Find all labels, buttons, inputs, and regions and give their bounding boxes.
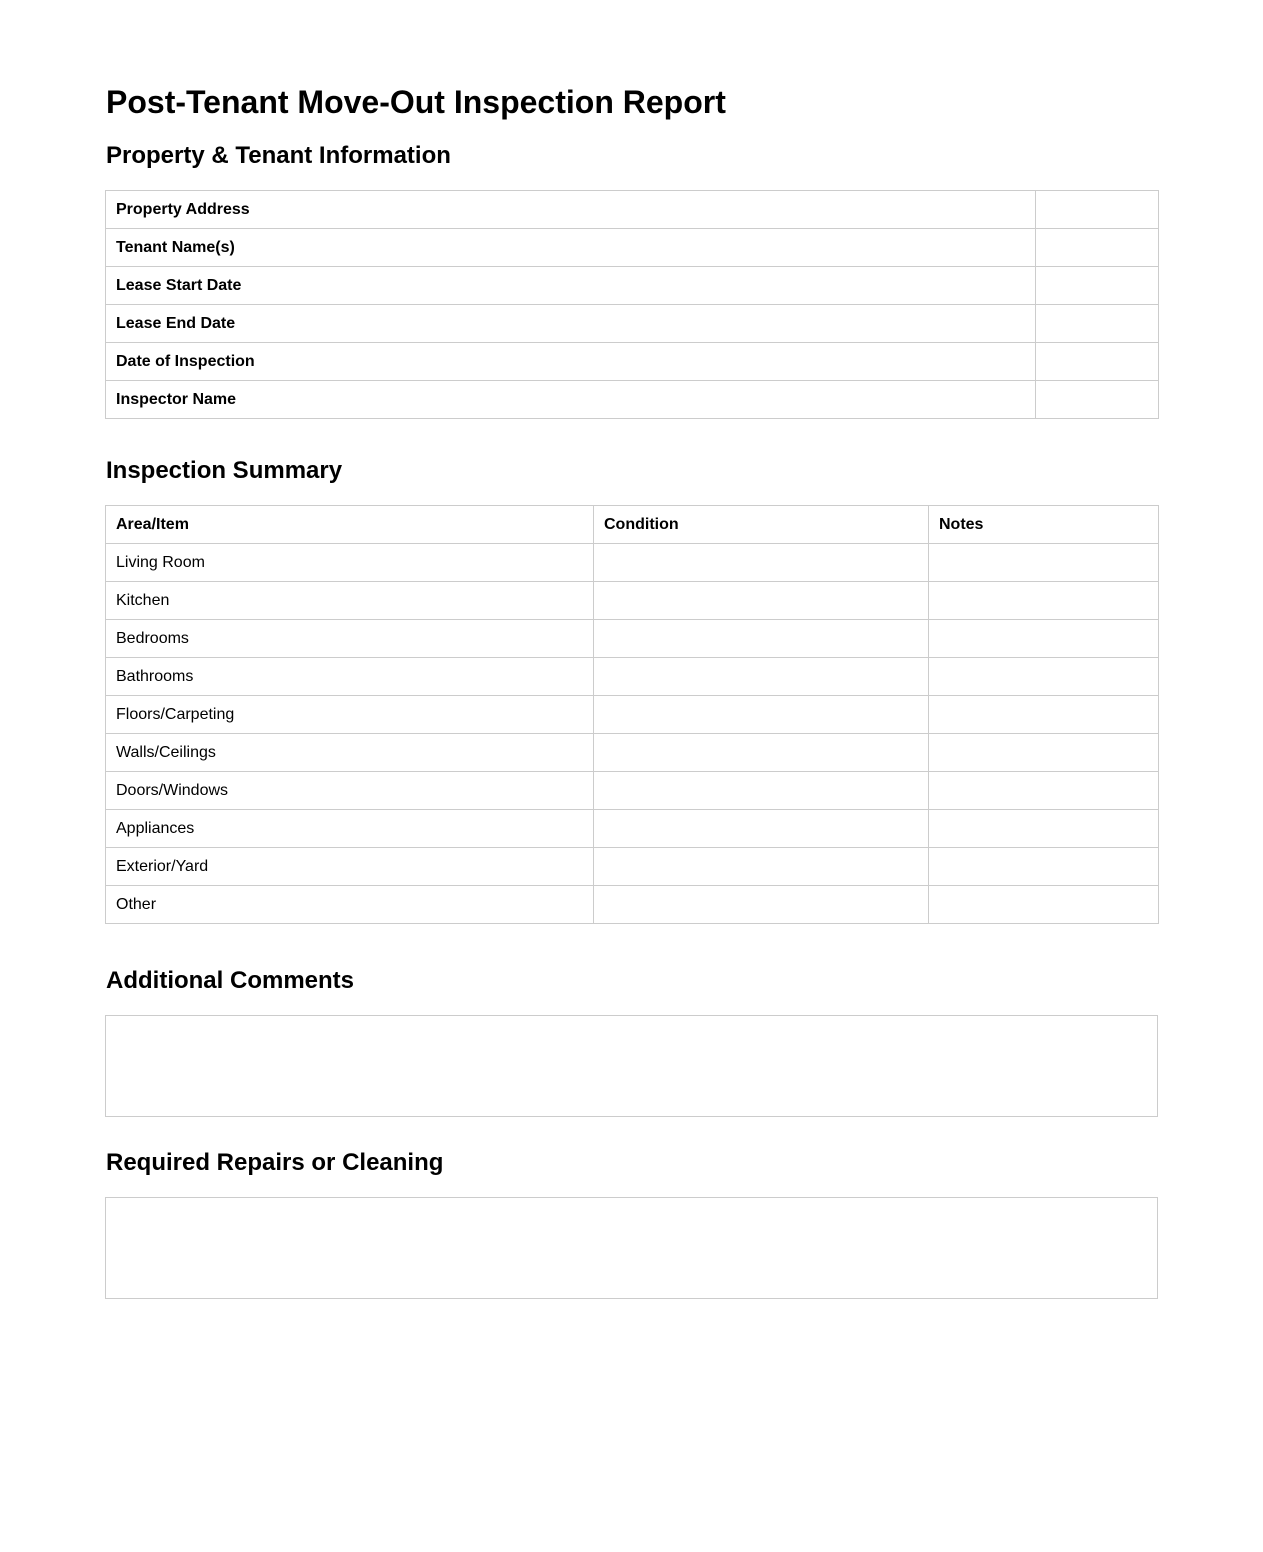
table-row xyxy=(106,696,1159,734)
column-header-condition: Condition xyxy=(594,506,929,544)
field-label: Lease Start Date xyxy=(106,267,1036,305)
property-address-value[interactable] xyxy=(1036,191,1159,229)
column-header-notes: Notes xyxy=(929,506,1159,544)
notes-cell[interactable] xyxy=(929,886,1159,924)
area-cell: Floors/Carpeting xyxy=(106,696,594,734)
area-cell: Living Room xyxy=(106,544,594,582)
additional-comments-box[interactable] xyxy=(105,1015,1158,1117)
condition-cell[interactable] xyxy=(594,582,929,620)
notes-cell[interactable] xyxy=(929,620,1159,658)
lease-start-date-value[interactable] xyxy=(1036,267,1159,305)
notes-cell[interactable] xyxy=(929,696,1159,734)
condition-cell[interactable] xyxy=(594,696,929,734)
notes-cell[interactable] xyxy=(929,734,1159,772)
condition-cell[interactable] xyxy=(594,886,929,924)
column-header-area: Area/Item xyxy=(106,506,594,544)
notes-cell[interactable] xyxy=(929,848,1159,886)
condition-cell[interactable] xyxy=(594,772,929,810)
table-row xyxy=(106,305,1159,343)
area-cell: Appliances xyxy=(106,810,594,848)
field-label: Property Address xyxy=(106,191,1036,229)
area-cell: Bedrooms xyxy=(106,620,594,658)
area-cell: Exterior/Yard xyxy=(106,848,594,886)
condition-cell[interactable] xyxy=(594,544,929,582)
table-row xyxy=(106,267,1159,305)
condition-cell[interactable] xyxy=(594,734,929,772)
table-row xyxy=(106,886,1159,924)
table-row xyxy=(106,848,1159,886)
field-label: Date of Inspection xyxy=(106,343,1036,381)
inspector-name-value[interactable] xyxy=(1036,381,1159,419)
property-section-heading: Property & Tenant Information xyxy=(106,142,451,169)
notes-cell[interactable] xyxy=(929,658,1159,696)
comments-section-heading: Additional Comments xyxy=(106,967,355,994)
notes-cell[interactable] xyxy=(929,582,1159,620)
required-repairs-box[interactable] xyxy=(105,1197,1158,1299)
notes-cell[interactable] xyxy=(929,544,1159,582)
condition-cell[interactable] xyxy=(594,810,929,848)
area-cell: Walls/Ceilings xyxy=(106,734,594,772)
inspection-summary-table xyxy=(105,505,1159,924)
table-row xyxy=(106,772,1159,810)
table-row xyxy=(106,658,1159,696)
table-row xyxy=(106,810,1159,848)
inspection-date-value[interactable] xyxy=(1036,343,1159,381)
table-row xyxy=(106,544,1159,582)
page-title: Post-Tenant Move-Out Inspection Report xyxy=(106,84,726,120)
repairs-section-heading: Required Repairs or Cleaning xyxy=(106,1149,444,1176)
field-label: Inspector Name xyxy=(106,381,1036,419)
area-cell: Bathrooms xyxy=(106,658,594,696)
lease-end-date-value[interactable] xyxy=(1036,305,1159,343)
condition-cell[interactable] xyxy=(594,620,929,658)
table-row xyxy=(106,229,1159,267)
condition-cell[interactable] xyxy=(594,848,929,886)
tenant-names-value[interactable] xyxy=(1036,229,1159,267)
area-cell: Doors/Windows xyxy=(106,772,594,810)
table-row xyxy=(106,582,1159,620)
notes-cell[interactable] xyxy=(929,810,1159,848)
property-info-table xyxy=(105,190,1159,419)
table-row xyxy=(106,620,1159,658)
condition-cell[interactable] xyxy=(594,658,929,696)
table-row xyxy=(106,381,1159,419)
area-cell: Kitchen xyxy=(106,582,594,620)
notes-cell[interactable] xyxy=(929,772,1159,810)
table-row xyxy=(106,191,1159,229)
field-label: Tenant Name(s) xyxy=(106,229,1036,267)
table-header-row xyxy=(106,506,1159,544)
table-row xyxy=(106,734,1159,772)
area-cell: Other xyxy=(106,886,594,924)
field-label: Lease End Date xyxy=(106,305,1036,343)
summary-section-heading: Inspection Summary xyxy=(106,457,343,484)
table-row xyxy=(106,343,1159,381)
